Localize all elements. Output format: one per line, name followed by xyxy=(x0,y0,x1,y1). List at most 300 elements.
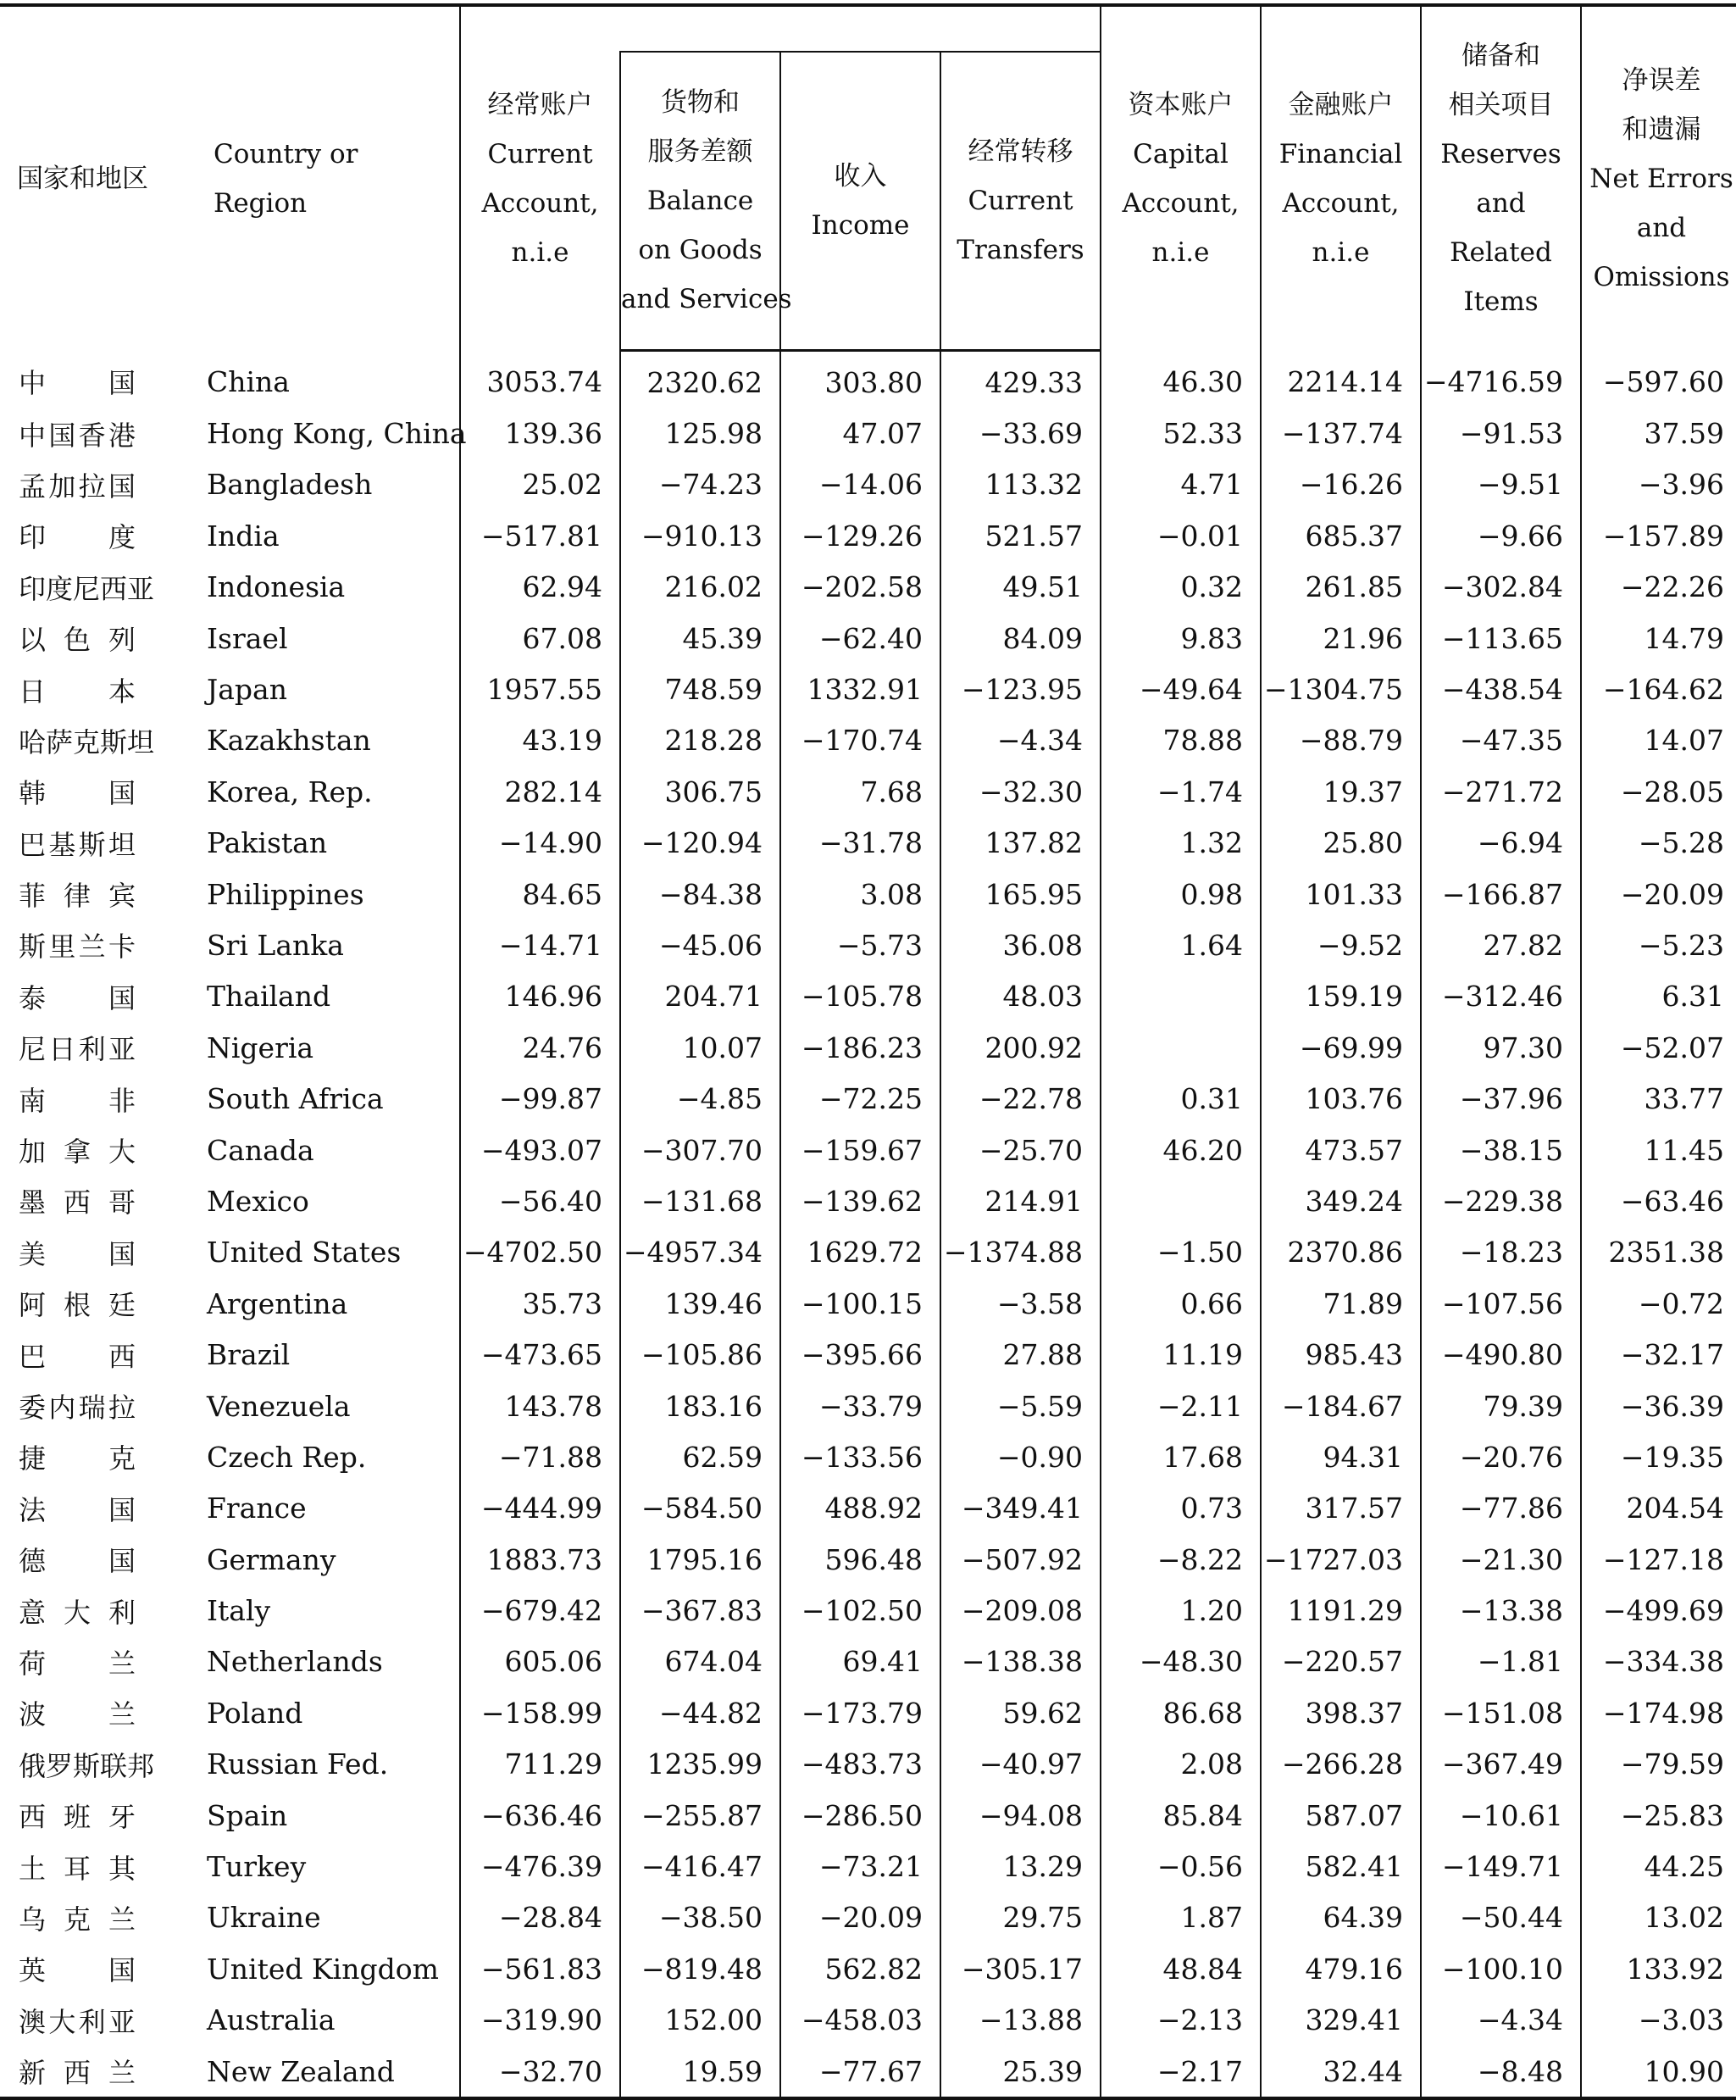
cell-net-errors: −174.98 xyxy=(1581,1687,1736,1738)
cell-current-account: 605.06 xyxy=(460,1636,620,1687)
cell-net-errors: −20.09 xyxy=(1581,869,1736,919)
cell-current-transfers: −1374.88 xyxy=(940,1227,1101,1278)
cell-goods-services: −4.85 xyxy=(620,1073,780,1124)
country-name-cn: 乌克兰 xyxy=(19,1903,136,1936)
cell-income: 69.41 xyxy=(780,1636,940,1687)
cell-net-errors: −52.07 xyxy=(1581,1022,1736,1073)
cell-current-transfers: 429.33 xyxy=(940,351,1101,408)
cell-income: −72.25 xyxy=(780,1073,940,1124)
cell-income: 1332.91 xyxy=(780,664,940,714)
cell-reserves: −100.10 xyxy=(1421,1943,1581,1994)
cell-capital-account: 85.84 xyxy=(1101,1790,1261,1841)
cell-net-errors: −32.17 xyxy=(1581,1329,1736,1380)
cell-current-account: −636.46 xyxy=(460,1790,620,1841)
cell-reserves: −302.84 xyxy=(1421,562,1581,613)
cell-goods-services: 10.07 xyxy=(620,1022,780,1073)
cell-capital-account: 4.71 xyxy=(1101,459,1261,510)
country-name-en: Ukraine xyxy=(207,1901,321,1935)
table-row xyxy=(0,818,1736,869)
cell-capital-account: 0.31 xyxy=(1101,1073,1261,1124)
cell-capital-account: −49.64 xyxy=(1101,664,1261,714)
table-row xyxy=(0,766,1736,817)
cell-current-transfers: 13.29 xyxy=(940,1841,1101,1892)
cell-capital-account: −2.17 xyxy=(1101,2046,1261,2098)
cell-financial-account: −69.99 xyxy=(1261,1022,1421,1073)
cell-current-account: −679.42 xyxy=(460,1585,620,1636)
country-name-en: Philippines xyxy=(207,877,364,911)
country-name-cn: 俄罗斯联邦 xyxy=(19,1749,155,1782)
cell-current-account: −71.88 xyxy=(460,1431,620,1482)
cell-capital-account: 11.19 xyxy=(1101,1329,1261,1380)
cell-net-errors: −36.39 xyxy=(1581,1381,1736,1431)
cell-current-account: 67.08 xyxy=(460,613,620,664)
cell-goods-services: −84.38 xyxy=(620,869,780,919)
table-row xyxy=(0,715,1736,766)
cell-net-errors: −334.38 xyxy=(1581,1636,1736,1687)
cell-goods-services: 45.39 xyxy=(620,613,780,664)
cell-reserves: −9.51 xyxy=(1421,459,1581,510)
cell-financial-account: 94.31 xyxy=(1261,1431,1421,1482)
cell-goods-services: 674.04 xyxy=(620,1636,780,1687)
cell-goods-services: −74.23 xyxy=(620,459,780,510)
cell-financial-account: −266.28 xyxy=(1261,1739,1421,1790)
cell-reserves: 27.82 xyxy=(1421,919,1581,970)
cell-net-errors: −22.26 xyxy=(1581,562,1736,613)
cell-income: −170.74 xyxy=(780,715,940,766)
cell-net-errors: −0.72 xyxy=(1581,1278,1736,1329)
cell-current-transfers: 214.91 xyxy=(940,1175,1101,1226)
table-row xyxy=(0,459,1736,510)
cell-financial-account: 159.19 xyxy=(1261,971,1421,1022)
header-current-account: 经常账户 Current Account, n.i.e xyxy=(460,5,620,351)
country-name-en: China xyxy=(207,364,290,398)
country-name-cn: 尼日利亚 xyxy=(19,1033,136,1066)
cell-capital-account: 9.83 xyxy=(1101,613,1261,664)
country-name-en: Turkey xyxy=(207,1850,307,1884)
cell-capital-account: 2.08 xyxy=(1101,1739,1261,1790)
cell-income: −62.40 xyxy=(780,613,940,664)
cell-capital-account: 0.32 xyxy=(1101,562,1261,613)
cell-net-errors: −127.18 xyxy=(1581,1534,1736,1585)
country-name-en: Russian Fed. xyxy=(207,1747,389,1781)
cell-goods-services: 152.00 xyxy=(620,1995,780,2046)
cell-current-account: 139.36 xyxy=(460,408,620,458)
cell-current-account: 1957.55 xyxy=(460,664,620,714)
cell-goods-services: 306.75 xyxy=(620,766,780,817)
cell-reserves: −38.15 xyxy=(1421,1125,1581,1175)
cell-current-account: 35.73 xyxy=(460,1278,620,1329)
cell-reserves: −312.46 xyxy=(1421,971,1581,1022)
country-name-en: Germany xyxy=(207,1542,336,1576)
country-name-cn: 德国 xyxy=(19,1545,136,1578)
table-body xyxy=(0,351,1736,2099)
cell-financial-account: 479.16 xyxy=(1261,1943,1421,1994)
cell-income: −102.50 xyxy=(780,1585,940,1636)
cell-current-transfers: −4.34 xyxy=(940,715,1101,766)
cell-current-account: 1883.73 xyxy=(460,1534,620,1585)
country-name-en: Japan xyxy=(207,673,287,707)
cell-income: 596.48 xyxy=(780,1534,940,1585)
cell-financial-account: 473.57 xyxy=(1261,1125,1421,1175)
cell-income: −31.78 xyxy=(780,818,940,869)
cell-current-account: −99.87 xyxy=(460,1073,620,1124)
header-country-en: Country or Region xyxy=(197,5,460,351)
country-name-cn: 加拿大 xyxy=(19,1136,136,1169)
cell-current-transfers: 27.88 xyxy=(940,1329,1101,1380)
cell-income: −202.58 xyxy=(780,562,940,613)
cell-financial-account: −1727.03 xyxy=(1261,1534,1421,1585)
cell-capital-account: 0.73 xyxy=(1101,1483,1261,1534)
cell-net-errors: −3.03 xyxy=(1581,1995,1736,2046)
cell-reserves: 79.39 xyxy=(1421,1381,1581,1431)
country-name-en: Pakistan xyxy=(207,826,328,860)
table-row xyxy=(0,1892,1736,1943)
cell-current-transfers: −138.38 xyxy=(940,1636,1101,1687)
cell-goods-services: 218.28 xyxy=(620,715,780,766)
country-name-cn: 澳大利亚 xyxy=(19,2005,136,2038)
table-row xyxy=(0,919,1736,970)
country-name-cn: 意大利 xyxy=(19,1596,136,1629)
cell-financial-account: 71.89 xyxy=(1261,1278,1421,1329)
cell-net-errors: −28.05 xyxy=(1581,766,1736,817)
country-name-en: Sri Lanka xyxy=(207,928,344,962)
country-name-cn: 阿根廷 xyxy=(19,1289,136,1322)
cell-income: 1629.72 xyxy=(780,1227,940,1278)
cell-reserves: −13.38 xyxy=(1421,1585,1581,1636)
cell-income: 47.07 xyxy=(780,408,940,458)
country-name-en: Australia xyxy=(207,2003,336,2037)
table-row xyxy=(0,1125,1736,1175)
country-name-cn: 委内瑞拉 xyxy=(19,1392,136,1424)
cell-financial-account: −184.67 xyxy=(1261,1381,1421,1431)
country-name-cn: 以色列 xyxy=(19,624,136,657)
cell-capital-account: 1.87 xyxy=(1101,1892,1261,1943)
header-reserves: 储备和 相关项目 Reserves and Related Items xyxy=(1421,5,1581,351)
cell-income: −139.62 xyxy=(780,1175,940,1226)
cell-current-transfers: −40.97 xyxy=(940,1739,1101,1790)
cell-current-transfers: −5.59 xyxy=(940,1381,1101,1431)
cell-reserves: −229.38 xyxy=(1421,1175,1581,1226)
cell-goods-services: −307.70 xyxy=(620,1125,780,1175)
table-row xyxy=(0,1585,1736,1636)
country-name-en: Poland xyxy=(207,1696,303,1730)
country-name-cn: 印度 xyxy=(19,521,136,554)
cell-income: 303.80 xyxy=(780,351,940,408)
cell-current-account: −493.07 xyxy=(460,1125,620,1175)
cell-income: 3.08 xyxy=(780,869,940,919)
cell-reserves: −166.87 xyxy=(1421,869,1581,919)
cell-capital-account: 1.64 xyxy=(1101,919,1261,970)
cell-financial-account: 64.39 xyxy=(1261,1892,1421,1943)
cell-current-account: 711.29 xyxy=(460,1739,620,1790)
cell-current-account: −28.84 xyxy=(460,1892,620,1943)
cell-financial-account: −137.74 xyxy=(1261,408,1421,458)
cell-current-transfers: 36.08 xyxy=(940,919,1101,970)
cell-financial-account: −220.57 xyxy=(1261,1636,1421,1687)
cell-goods-services: 62.59 xyxy=(620,1431,780,1482)
cell-current-account: −32.70 xyxy=(460,2046,620,2098)
cell-current-transfers: 200.92 xyxy=(940,1022,1101,1073)
cell-reserves: −149.71 xyxy=(1421,1841,1581,1892)
cell-current-account: 146.96 xyxy=(460,971,620,1022)
cell-capital-account: 46.20 xyxy=(1101,1125,1261,1175)
cell-capital-account: 17.68 xyxy=(1101,1431,1261,1482)
cell-net-errors: 37.59 xyxy=(1581,408,1736,458)
cell-goods-services: 1235.99 xyxy=(620,1739,780,1790)
cell-capital-account: 46.30 xyxy=(1101,351,1261,408)
country-name-en: Canada xyxy=(207,1133,314,1167)
cell-financial-account: 2214.14 xyxy=(1261,351,1421,408)
cell-current-transfers: 521.57 xyxy=(940,510,1101,561)
cell-reserves: −8.48 xyxy=(1421,2046,1581,2098)
cell-net-errors: −499.69 xyxy=(1581,1585,1736,1636)
cell-current-transfers: −209.08 xyxy=(940,1585,1101,1636)
cell-financial-account: 685.37 xyxy=(1261,510,1421,561)
country-name-cn: 哈萨克斯坦 xyxy=(19,725,155,758)
cell-income: −173.79 xyxy=(780,1687,940,1738)
cell-net-errors: 44.25 xyxy=(1581,1841,1736,1892)
table-header xyxy=(0,5,1736,351)
cell-goods-services: −120.94 xyxy=(620,818,780,869)
table-row xyxy=(0,1278,1736,1329)
cell-income: 7.68 xyxy=(780,766,940,817)
cell-income: −100.15 xyxy=(780,1278,940,1329)
country-name-en: Italy xyxy=(207,1594,271,1628)
cell-financial-account: 2370.86 xyxy=(1261,1227,1421,1278)
country-name-cn: 印度尼西亚 xyxy=(19,572,155,605)
cell-financial-account: −9.52 xyxy=(1261,919,1421,970)
cell-net-errors: 6.31 xyxy=(1581,971,1736,1022)
cell-capital-account: 78.88 xyxy=(1101,715,1261,766)
cell-capital-account: −48.30 xyxy=(1101,1636,1261,1687)
cell-current-transfers: 25.39 xyxy=(940,2046,1101,2098)
cell-income: 562.82 xyxy=(780,1943,940,1994)
cell-capital-account xyxy=(1101,1022,1261,1073)
table-row xyxy=(0,1790,1736,1841)
country-name-cn: 法国 xyxy=(19,1493,136,1526)
header-financial-account: 金融账户 Financial Account, n.i.e xyxy=(1261,5,1421,351)
table-row xyxy=(0,664,1736,714)
cell-goods-services: −416.47 xyxy=(620,1841,780,1892)
cell-income: −5.73 xyxy=(780,919,940,970)
country-name-en: Indonesia xyxy=(207,570,346,604)
table-row xyxy=(0,1227,1736,1278)
cell-current-account: 143.78 xyxy=(460,1381,620,1431)
country-name-en: Mexico xyxy=(207,1184,309,1218)
cell-financial-account: 19.37 xyxy=(1261,766,1421,817)
cell-goods-services: 125.98 xyxy=(620,408,780,458)
table-row xyxy=(0,408,1736,458)
cell-financial-account: 985.43 xyxy=(1261,1329,1421,1380)
cell-current-account: −561.83 xyxy=(460,1943,620,1994)
table-row xyxy=(0,2046,1736,2098)
table-row xyxy=(0,510,1736,561)
country-name-en: Korea, Rep. xyxy=(207,775,373,808)
cell-capital-account: 86.68 xyxy=(1101,1687,1261,1738)
cell-reserves: 97.30 xyxy=(1421,1022,1581,1073)
cell-current-account: 24.76 xyxy=(460,1022,620,1073)
cell-current-transfers: −349.41 xyxy=(940,1483,1101,1534)
cell-current-account: −517.81 xyxy=(460,510,620,561)
country-name-en: Bangladesh xyxy=(207,468,373,502)
cell-current-transfers: −13.88 xyxy=(940,1995,1101,2046)
country-name-en: United Kingdom xyxy=(207,1952,439,1986)
cell-reserves: −91.53 xyxy=(1421,408,1581,458)
cell-income: −33.79 xyxy=(780,1381,940,1431)
cell-capital-account: −1.74 xyxy=(1101,766,1261,817)
cell-net-errors: 11.45 xyxy=(1581,1125,1736,1175)
cell-income: −20.09 xyxy=(780,1892,940,1943)
country-name-en: France xyxy=(207,1492,307,1525)
cell-goods-services: 139.46 xyxy=(620,1278,780,1329)
table-row xyxy=(0,1739,1736,1790)
cell-net-errors: 14.79 xyxy=(1581,613,1736,664)
cell-reserves: −4716.59 xyxy=(1421,351,1581,408)
country-name-cn: 巴基斯坦 xyxy=(19,828,136,861)
cell-net-errors: −164.62 xyxy=(1581,664,1736,714)
cell-current-transfers: 48.03 xyxy=(940,971,1101,1022)
cell-goods-services: −131.68 xyxy=(620,1175,780,1226)
cell-reserves: −21.30 xyxy=(1421,1534,1581,1585)
cell-financial-account: 32.44 xyxy=(1261,2046,1421,2098)
cell-reserves: −6.94 xyxy=(1421,818,1581,869)
cell-reserves: −10.61 xyxy=(1421,1790,1581,1841)
cell-capital-account: 0.66 xyxy=(1101,1278,1261,1329)
cell-capital-account: 1.32 xyxy=(1101,818,1261,869)
table-row xyxy=(0,1534,1736,1585)
table-row xyxy=(0,971,1736,1022)
country-name-en: United States xyxy=(207,1236,402,1269)
cell-current-account: −473.65 xyxy=(460,1329,620,1380)
cell-income: −458.03 xyxy=(780,1995,940,2046)
cell-income: −105.78 xyxy=(780,971,940,1022)
cell-income: −14.06 xyxy=(780,459,940,510)
cell-goods-services: 748.59 xyxy=(620,664,780,714)
cell-income: −395.66 xyxy=(780,1329,940,1380)
cell-goods-services: −819.48 xyxy=(620,1943,780,1994)
cell-capital-account: −8.22 xyxy=(1101,1534,1261,1585)
cell-current-transfers: −22.78 xyxy=(940,1073,1101,1124)
table-row xyxy=(0,562,1736,613)
country-name-cn: 新西兰 xyxy=(0,2046,197,2098)
header-income: 收入 Income xyxy=(780,52,940,351)
cell-goods-services: −105.86 xyxy=(620,1329,780,1380)
cell-goods-services: 216.02 xyxy=(620,562,780,613)
cell-financial-account: 587.07 xyxy=(1261,1790,1421,1841)
cell-reserves: −490.80 xyxy=(1421,1329,1581,1380)
cell-goods-services: −4957.34 xyxy=(620,1227,780,1278)
cell-current-account: −158.99 xyxy=(460,1687,620,1738)
cell-reserves: −438.54 xyxy=(1421,664,1581,714)
cell-reserves: −4.34 xyxy=(1421,1995,1581,2046)
header-net-errors: 净误差 和遗漏 Net Errors and Omissions xyxy=(1581,5,1736,351)
cell-current-transfers: −0.90 xyxy=(940,1431,1101,1482)
cell-reserves: −113.65 xyxy=(1421,613,1581,664)
cell-financial-account: 25.80 xyxy=(1261,818,1421,869)
cell-reserves: −271.72 xyxy=(1421,766,1581,817)
country-name-en: Nigeria xyxy=(207,1031,314,1064)
cell-current-transfers: −94.08 xyxy=(940,1790,1101,1841)
cell-current-account: −476.39 xyxy=(460,1841,620,1892)
cell-net-errors: 14.07 xyxy=(1581,715,1736,766)
cell-net-errors: 204.54 xyxy=(1581,1483,1736,1534)
header-current-account-components xyxy=(620,5,1101,52)
cell-current-transfers: −3.58 xyxy=(940,1278,1101,1329)
country-name-cn: 斯里兰卡 xyxy=(19,931,136,964)
table-row xyxy=(0,1022,1736,1073)
cell-current-account: 25.02 xyxy=(460,459,620,510)
country-name-cn: 南非 xyxy=(19,1084,136,1117)
country-name-en: India xyxy=(207,519,280,553)
cell-current-account: −14.71 xyxy=(460,919,620,970)
cell-financial-account: 317.57 xyxy=(1261,1483,1421,1534)
cell-capital-account: −2.11 xyxy=(1101,1381,1261,1431)
table-row xyxy=(0,1431,1736,1482)
cell-net-errors: −5.23 xyxy=(1581,919,1736,970)
cell-goods-services: −44.82 xyxy=(620,1687,780,1738)
cell-goods-services: −45.06 xyxy=(620,919,780,970)
country-name-cn: 土耳其 xyxy=(19,1852,136,1885)
cell-current-account: 43.19 xyxy=(460,715,620,766)
cell-financial-account: 103.76 xyxy=(1261,1073,1421,1124)
cell-current-account: 3053.74 xyxy=(460,351,620,408)
country-name-en: Brazil xyxy=(207,1338,291,1372)
cell-capital-account xyxy=(1101,1175,1261,1226)
cell-current-transfers: 113.32 xyxy=(940,459,1101,510)
table-row xyxy=(0,1073,1736,1124)
cell-capital-account: 0.98 xyxy=(1101,869,1261,919)
country-name-cn: 韩国 xyxy=(19,777,136,810)
table-row xyxy=(0,1687,1736,1738)
cell-goods-services: 2320.62 xyxy=(620,351,780,408)
cell-income: 488.92 xyxy=(780,1483,940,1534)
table-row xyxy=(0,1636,1736,1687)
cell-reserves: −9.66 xyxy=(1421,510,1581,561)
country-name-en: Thailand xyxy=(207,980,331,1014)
table-row xyxy=(0,613,1736,664)
country-name-en: South Africa xyxy=(207,1082,384,1116)
table-row xyxy=(0,351,1736,408)
country-name-en: Argentina xyxy=(207,1286,348,1320)
cell-net-errors: −157.89 xyxy=(1581,510,1736,561)
cell-income: −286.50 xyxy=(780,1790,940,1841)
cell-current-transfers: −305.17 xyxy=(940,1943,1101,1994)
cell-goods-services: 1795.16 xyxy=(620,1534,780,1585)
table-row xyxy=(0,1381,1736,1431)
cell-financial-account: 1191.29 xyxy=(1261,1585,1421,1636)
cell-current-transfers: −32.30 xyxy=(940,766,1101,817)
country-name-cn: 中国 xyxy=(19,367,136,400)
cell-reserves: −37.96 xyxy=(1421,1073,1581,1124)
cell-net-errors: −3.96 xyxy=(1581,459,1736,510)
table-row xyxy=(0,1841,1736,1892)
country-name-cn: 捷克 xyxy=(19,1442,136,1475)
table-row xyxy=(0,1483,1736,1534)
country-name-cn: 墨西哥 xyxy=(19,1186,136,1219)
cell-financial-account: 21.96 xyxy=(1261,613,1421,664)
cell-net-errors: 133.92 xyxy=(1581,1943,1736,1994)
table-row xyxy=(0,869,1736,919)
cell-goods-services: 183.16 xyxy=(620,1381,780,1431)
cell-net-errors: −597.60 xyxy=(1581,351,1736,408)
country-name-en: Venezuela xyxy=(207,1389,351,1423)
cell-current-transfers: 137.82 xyxy=(940,818,1101,869)
cell-capital-account: 52.33 xyxy=(1101,408,1261,458)
cell-reserves: −47.35 xyxy=(1421,715,1581,766)
cell-reserves: −151.08 xyxy=(1421,1687,1581,1738)
country-name-cn: 孟加拉国 xyxy=(19,469,136,503)
cell-current-account: 62.94 xyxy=(460,562,620,613)
